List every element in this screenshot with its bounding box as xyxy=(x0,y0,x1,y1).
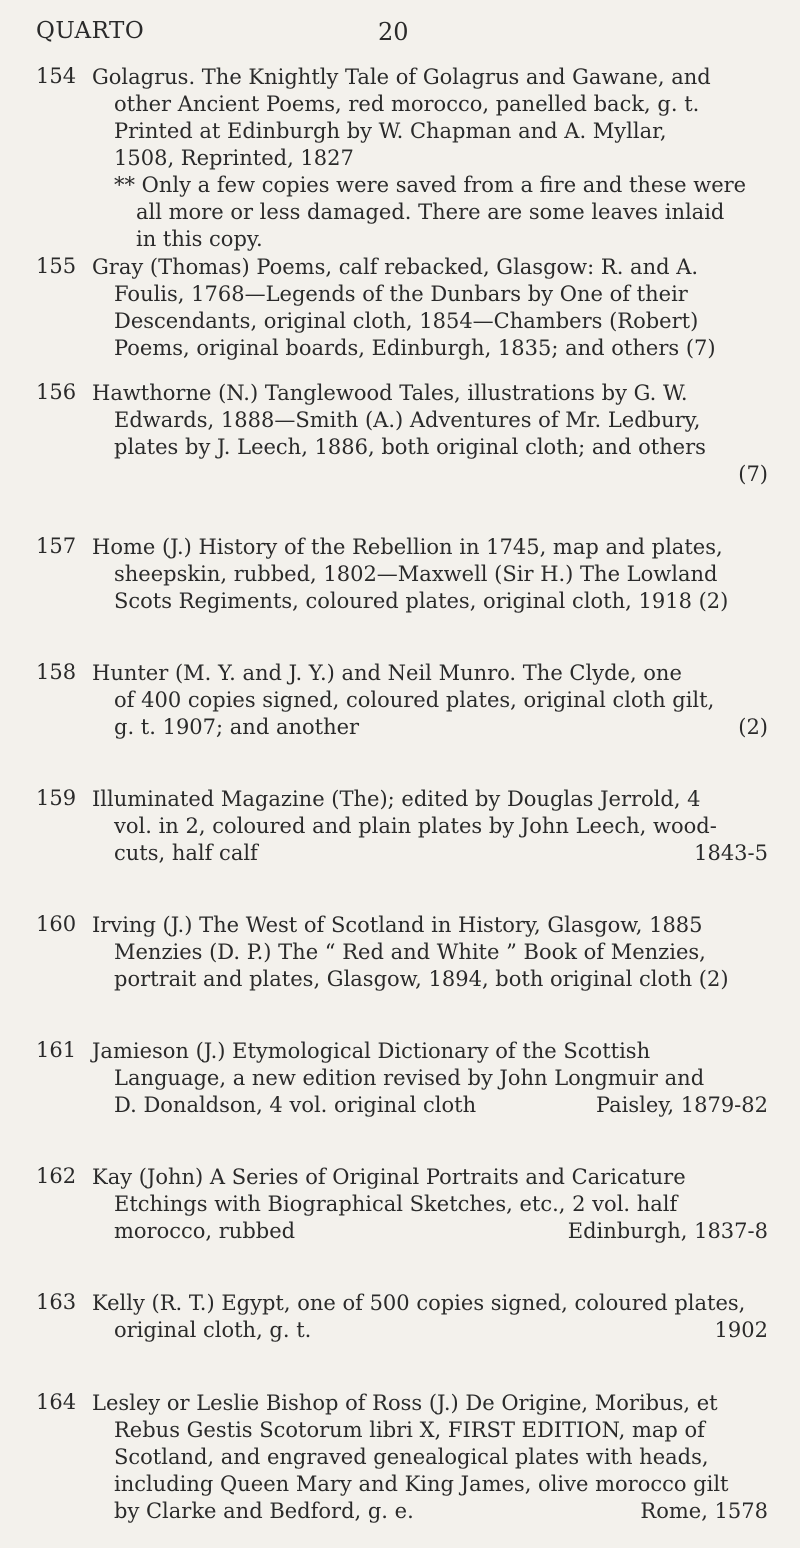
entry-line: Printed at Edinburgh by W. Chapman and A. Myllar, xyxy=(114,119,667,143)
catalogue-entry xyxy=(0,1038,800,1146)
entry-text xyxy=(92,1390,768,1525)
entry-text xyxy=(92,254,768,362)
lot-number: 157 xyxy=(36,534,77,558)
page-header xyxy=(0,18,800,52)
entry-text xyxy=(92,1290,768,1344)
entry-line: including Queen Mary and King James, olive morocco gilt xyxy=(114,1472,729,1496)
entry-text xyxy=(92,912,768,993)
entry-line: Foulis, 1768—Legends of the Dunbars by One of their xyxy=(114,282,688,306)
lot-number: 160 xyxy=(36,912,77,936)
entry-note: all more or less damaged. There are some leaves inlaid xyxy=(136,200,725,224)
entry-line: Home (J.) History of the Rebellion in 1745, map and plates, xyxy=(92,535,723,559)
entry-line: morocco, rubbed xyxy=(114,1219,296,1243)
lot-number: 155 xyxy=(36,254,77,278)
entry-line: Menzies (D. P.) The “ Red and White ” Book of Menzies, xyxy=(114,940,706,964)
entry-line: 1508, Reprinted, 1827 xyxy=(114,146,354,170)
page-number: 20 xyxy=(378,18,409,46)
lot-number: 159 xyxy=(36,786,77,810)
entry-imprint: Paisley, 1879-82 xyxy=(595,1093,768,1117)
catalogue-entry xyxy=(0,660,800,768)
entry-line: Edwards, 1888—Smith (A.) Adventures of Mr. Ledbury, xyxy=(114,408,701,432)
entry-line: Illuminated Magazine (The); edited by Douglas Jerrold, 4 xyxy=(92,787,701,811)
entry-line: Descendants, original cloth, 1854—Chambers (Robert) xyxy=(114,309,699,333)
entry-line: Hawthorne (N.) Tanglewood Tales, illustrations by G. W. xyxy=(92,381,688,405)
entry-quantity: (2) xyxy=(738,715,768,739)
lot-number: 163 xyxy=(36,1290,77,1314)
entry-line: Hunter (M. Y. and J. Y.) and Neil Munro. The Clyde, one xyxy=(92,661,682,685)
entry-line: Jamieson (J.) Etymological Dictionary of the Scottish xyxy=(92,1039,651,1063)
entry-line: Gray (Thomas) Poems, calf rebacked, Glasgow: R. and A. xyxy=(92,255,699,279)
entry-line: Lesley or Leslie Bishop of Ross (J.) De Origine, Moribus, et xyxy=(92,1391,718,1415)
entry-line: vol. in 2, coloured and plain plates by John Leech, wood- xyxy=(114,814,717,838)
entry-line: g. t. 1907; and another xyxy=(114,715,360,739)
entry-line: Rebus Gestis Scotorum libri X, FIRST EDITION, map of xyxy=(114,1418,705,1442)
entry-line: other Ancient Poems, red morocco, panelled back, g. t. xyxy=(114,92,700,116)
lot-number: 161 xyxy=(36,1038,77,1062)
entry-line: D. Donaldson, 4 vol. original cloth xyxy=(114,1093,477,1117)
entry-line: Irving (J.) The West of Scotland in History, Glasgow, 1885 xyxy=(92,913,703,937)
entry-text xyxy=(92,786,768,867)
entry-text xyxy=(92,64,768,253)
catalogue-entry xyxy=(0,786,800,894)
entry-text xyxy=(92,1164,768,1245)
entry-note: ** Only a few copies were saved from a fire and these were xyxy=(114,173,747,197)
entry-text xyxy=(92,1038,768,1119)
entry-line: portrait and plates, Glasgow, 1894, both original cloth (2) xyxy=(114,967,729,991)
entry-line: Kelly (R. T.) Egypt, one of 500 copies signed, coloured plates, xyxy=(92,1291,746,1315)
entry-date: 1843-5 xyxy=(694,841,768,865)
entry-imprint: Rome, 1578 xyxy=(640,1499,768,1523)
entry-line: by Clarke and Bedford, g. e. xyxy=(114,1499,414,1523)
entry-imprint: Edinburgh, 1837-8 xyxy=(567,1219,768,1243)
catalogue-entry xyxy=(0,1390,800,1530)
lot-number: 156 xyxy=(36,380,77,404)
entries-list xyxy=(0,64,800,1548)
entry-line: cuts, half calf xyxy=(114,841,258,865)
entry-text xyxy=(92,660,768,741)
entry-line: Language, a new edition revised by John Longmuir and xyxy=(114,1066,705,1090)
lot-number: 158 xyxy=(36,660,77,684)
section-title: QUARTO xyxy=(36,18,145,44)
entry-text xyxy=(92,380,768,488)
catalogue-entry xyxy=(0,1290,800,1372)
entry-text xyxy=(92,534,768,615)
entry-line: original cloth, g. t. xyxy=(114,1318,312,1342)
entry-line: Scots Regiments, coloured plates, original cloth, 1918 (2) xyxy=(114,589,729,613)
entry-line: plates by J. Leech, 1886, both original cloth; and others xyxy=(114,435,706,459)
entry-line: Scotland, and engraved genealogical plates with heads, xyxy=(114,1445,709,1469)
lot-number: 164 xyxy=(36,1390,77,1414)
lot-number: 154 xyxy=(36,64,77,88)
catalogue-entry xyxy=(0,64,800,251)
catalogue-entry xyxy=(0,912,800,1020)
entry-note: in this copy. xyxy=(136,227,263,251)
catalogue-entry xyxy=(0,1164,800,1272)
catalogue-entry xyxy=(0,534,800,642)
lot-number: 162 xyxy=(36,1164,77,1188)
catalogue-entry xyxy=(0,254,800,362)
entry-line: sheepskin, rubbed, 1802—Maxwell (Sir H.) The Lowland xyxy=(114,562,718,586)
entry-line: Etchings with Biographical Sketches, etc., 2 vol. half xyxy=(114,1192,678,1216)
entry-date: 1902 xyxy=(714,1318,768,1342)
entry-line: Golagrus. The Knightly Tale of Golagrus and Gawane, and xyxy=(92,65,711,89)
entry-line: Poems, original boards, Edinburgh, 1835; and others (7) xyxy=(114,336,716,360)
catalogue-entry xyxy=(0,380,800,516)
entry-quantity: (7) xyxy=(738,462,768,486)
entry-line: of 400 copies signed, coloured plates, original cloth gilt, xyxy=(114,688,715,712)
entry-line: Kay (John) A Series of Original Portraits and Caricature xyxy=(92,1165,686,1189)
